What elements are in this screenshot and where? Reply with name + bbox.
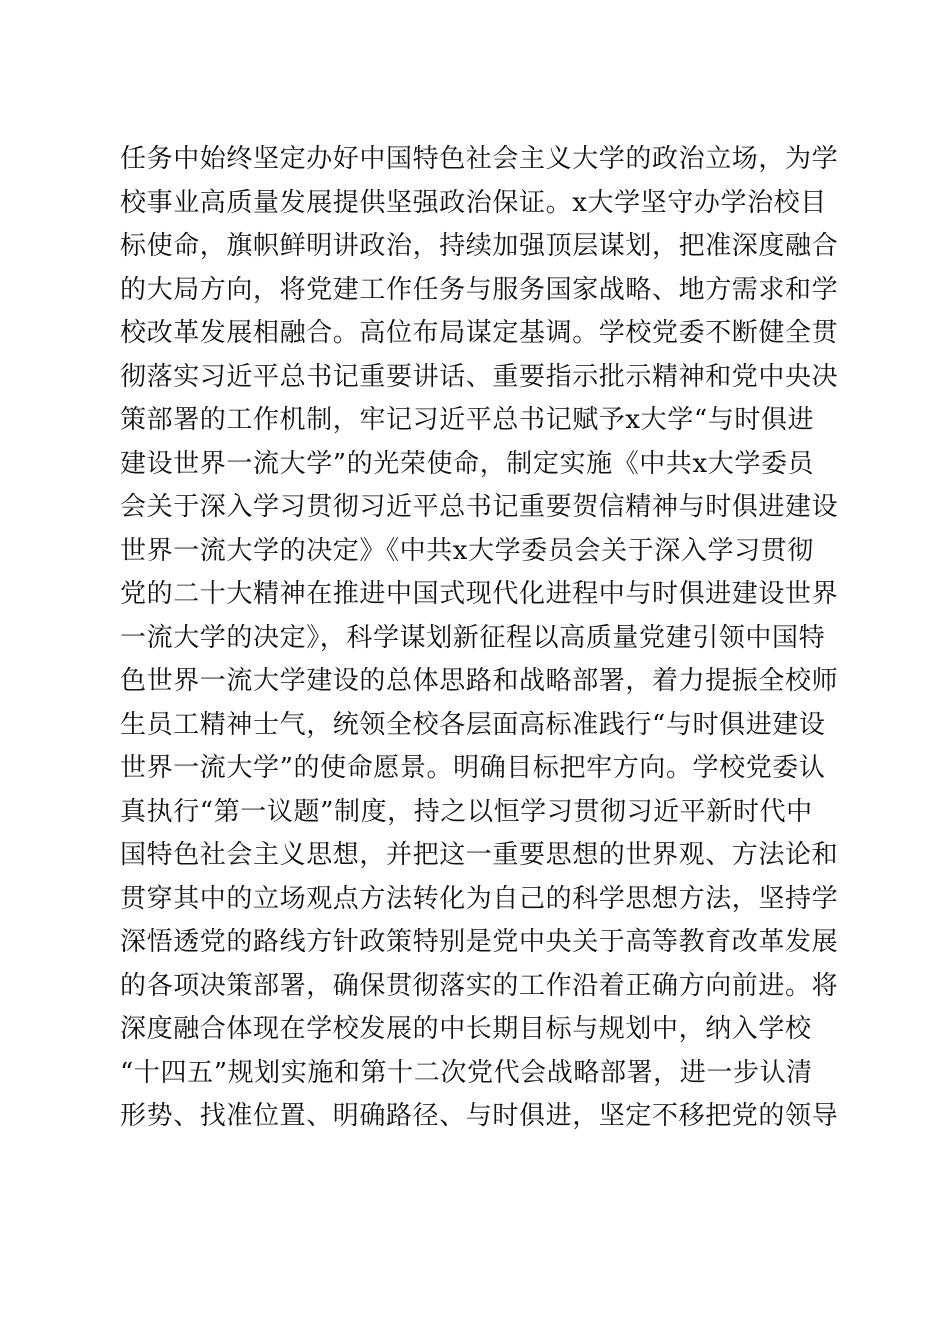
text-line: 彻落实习近平总书记重要讲话、重要指示批示精神和党中央决	[120, 361, 839, 392]
text-line: 建设世界一流大学”的光荣使命，制定实施《中共x大学委员	[120, 448, 815, 479]
text-line: 色世界一流大学建设的总体思路和战略部署，着力提振全校师	[120, 666, 839, 696]
text-line: 党的二十大精神在推进中国式现代化进程中与时俱进建设世界	[120, 579, 839, 609]
text-line: 世界一流大学的决定》《中共x大学委员会关于深入学习贯彻	[120, 535, 814, 566]
text-line: 深度融合体现在学校发展的中长期目标与规划中，纳入学校	[120, 1014, 812, 1044]
text-line: 世界一流大学”的使命愿景。明确目标把牢方向。学校党委认	[120, 753, 826, 783]
text-line: 标使命，旗帜鲜明讲政治，持续加强顶层谋划，把准深度融合	[120, 231, 839, 261]
text-line: 校改革发展相融合。高位布局谋定基调。学校党委不断健全贯	[120, 318, 839, 348]
text-line: 校事业高质量发展提供坚强政治保证。x大学坚守办学治校目	[120, 187, 827, 218]
text-line: 形势、找准位置、明确路径、与时俱进，坚定不移把党的领导	[120, 1101, 839, 1131]
text-line: 会关于深入学习贯彻习近平总书记重要贺信精神与时俱进建设	[120, 492, 839, 522]
text-line: 一流大学的决定》，科学谋划新征程以高质量党建引领中国特	[120, 622, 826, 653]
text-line: 深悟透党的路线方针政策特别是党中央关于高等教育改革发展	[120, 927, 839, 957]
text-line: 生员工精神士气，统领全校各层面高标准践行“与时俱进建设	[120, 709, 826, 740]
text-line: 的大局方向，将党建工作任务与服务国家战略、地方需求和学	[120, 274, 839, 305]
text-line: 国特色社会主义思想，并把这一重要思想的世界观、方法论和	[120, 840, 839, 870]
text-line: 策部署的工作机制，牢记习近平总书记赋予x大学“与时俱进	[120, 405, 815, 435]
text-line: 贯穿其中的立场观点方法转化为自己的科学思想方法，坚持学	[120, 883, 839, 914]
body-text	[120, 138, 839, 1139]
text-line: “十四五”规划实施和第十二次党代会战略部署，进一步认清	[120, 1057, 813, 1088]
text-line: 的各项决策部署，确保贯彻落实的工作沿着正确方向前进。将	[120, 970, 839, 1001]
text-line: 任务中始终坚定办好中国特色社会主义大学的政治立场，为学	[120, 144, 839, 174]
text-line: 真执行“第一议题”制度，持之以恒学习贯彻习近平新时代中	[120, 796, 813, 827]
